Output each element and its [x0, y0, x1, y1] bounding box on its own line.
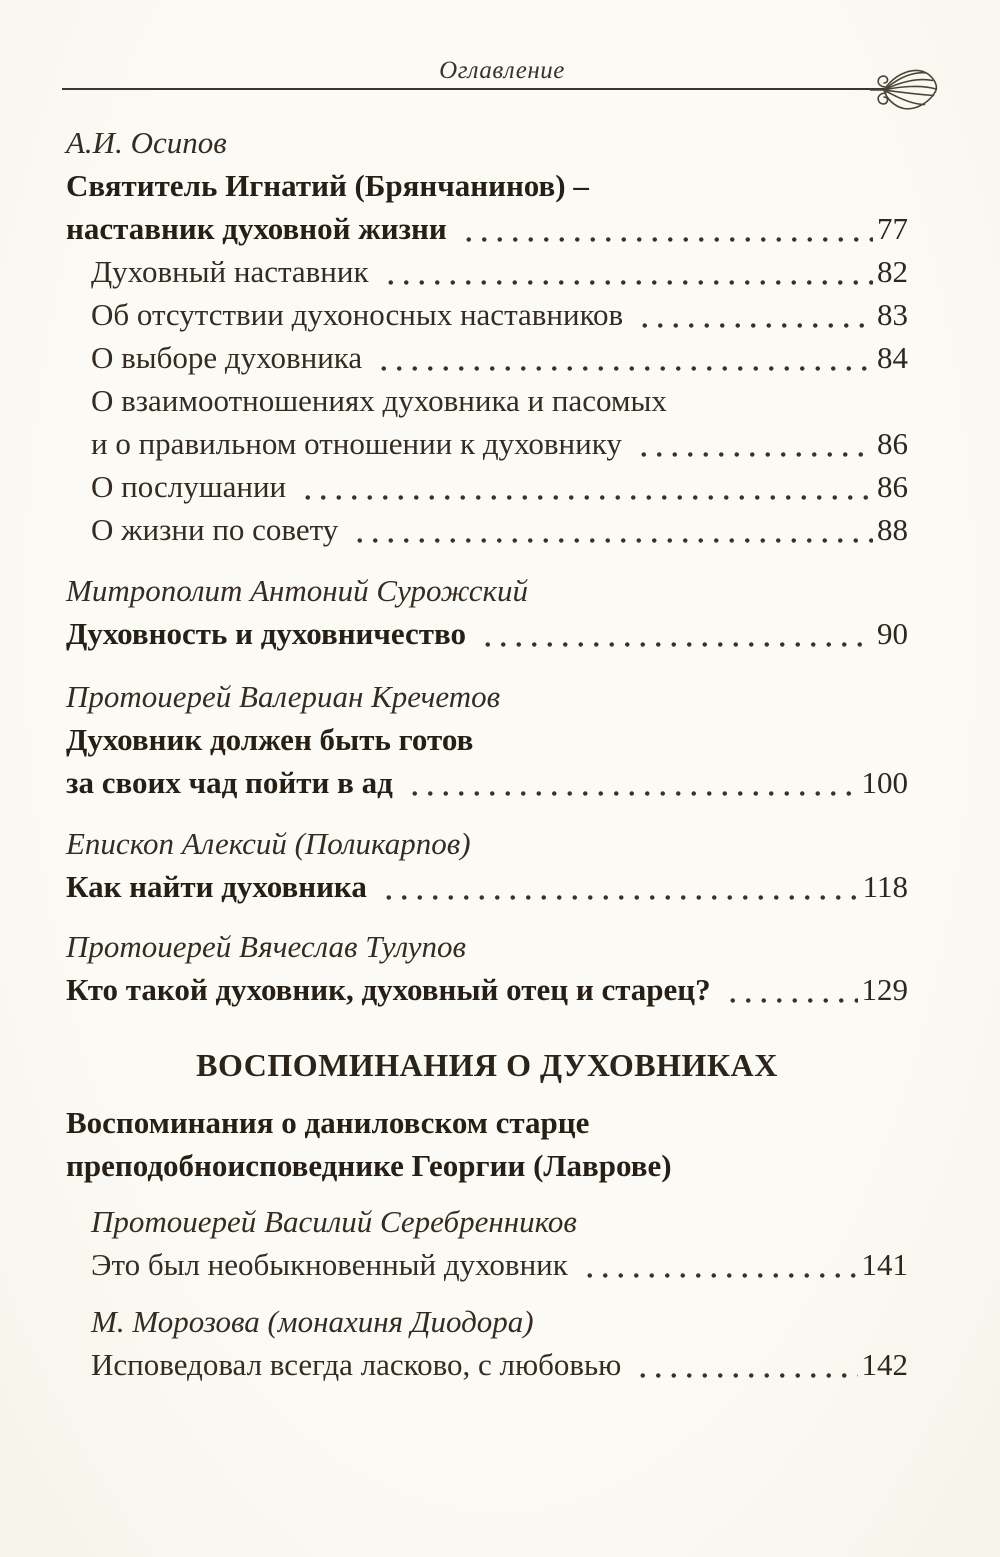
toc-entry-title: Об отсутствии духоносных наставников — [91, 297, 624, 332]
toc-entry — [66, 250, 908, 293]
toc-author-label: М. Морозова (монахиня Диодора) — [91, 1304, 534, 1339]
toc-entry — [66, 465, 908, 508]
toc-author-label: А.И. Осипов — [66, 125, 227, 160]
page-header-title: Оглавление — [439, 57, 565, 84]
toc-page-number: 84 — [877, 340, 908, 375]
toc-entry — [66, 293, 908, 336]
toc-entry — [66, 1101, 908, 1144]
toc-entry — [66, 422, 908, 465]
dot-leader — [457, 207, 873, 250]
toc-entry-author — [66, 822, 908, 865]
toc-entry-title: Кто такой духовник, духовный отец и старец? — [66, 972, 711, 1007]
toc-entry-author — [66, 675, 908, 718]
toc-page-number: 86 — [877, 426, 908, 461]
toc-page-number: 82 — [877, 254, 908, 289]
toc-entry-author — [66, 569, 908, 612]
toc-entry — [66, 508, 908, 551]
toc-entry — [66, 968, 908, 1011]
toc-entry — [66, 718, 908, 761]
toc-entry-title: Как найти духовника — [66, 869, 367, 904]
dot-leader — [379, 250, 873, 293]
toc-entry-title: Духовность и духовничество — [66, 616, 467, 651]
toc-page-number: 86 — [877, 469, 908, 504]
table-of-contents — [66, 121, 908, 1386]
toc-entry — [66, 1343, 908, 1386]
toc-entry-title: О выборе духовника — [91, 340, 363, 375]
toc-page-number: 88 — [877, 512, 908, 547]
toc-entry-author — [66, 121, 908, 164]
toc-author-label: Протоиерей Вячеслав Тулупов — [66, 929, 467, 964]
dot-leader — [632, 422, 873, 465]
dot-leader — [476, 612, 873, 655]
toc-author-label: Протоиерей Валериан Кречетов — [66, 679, 501, 714]
toc-entry-title: Воспоминания о даниловском старце — [66, 1105, 590, 1140]
toc-entry — [66, 761, 908, 804]
page-header — [62, 0, 942, 90]
toc-author-label: Митрополит Антоний Сурожский — [66, 573, 529, 608]
toc-entry — [66, 612, 908, 655]
toc-page-number: 100 — [861, 765, 908, 800]
toc-entry-title: О послушании — [91, 469, 287, 504]
toc-entry-title: преподобноисповеднике Георгии (Лаврове) — [66, 1148, 672, 1183]
toc-page-number: 129 — [861, 972, 908, 1007]
toc-entry — [66, 1144, 908, 1187]
toc-entry-author — [66, 1300, 908, 1343]
toc-page-number: 141 — [861, 1247, 908, 1282]
dot-leader — [296, 465, 873, 508]
dot-leader — [372, 336, 873, 379]
toc-page-number: 90 — [877, 616, 908, 651]
toc-entry — [66, 379, 908, 422]
toc-entry-title: О жизни по совету — [91, 512, 339, 547]
toc-page-number: 142 — [861, 1347, 908, 1382]
dot-leader — [377, 865, 859, 908]
dot-leader — [721, 968, 858, 1011]
toc-page-number: 83 — [877, 297, 908, 332]
toc-entry — [66, 865, 908, 908]
toc-entry-title: Духовник должен быть готов — [66, 722, 474, 757]
toc-entry — [66, 336, 908, 379]
header-rule — [62, 88, 886, 90]
toc-entry — [66, 207, 908, 250]
toc-entry-title: Это был необыкновенный духовник — [91, 1247, 568, 1282]
toc-author-label: Епископ Алексий (Поликарпов) — [66, 826, 471, 861]
toc-page-number: 77 — [877, 211, 908, 246]
toc-entry — [66, 164, 908, 207]
toc-entry — [66, 1243, 908, 1286]
toc-entry-title: Исповедовал всегда ласково, с любовью — [91, 1347, 622, 1382]
dot-leader — [633, 293, 873, 336]
toc-entry-title: за своих чад пойти в ад — [66, 765, 393, 800]
toc-section-heading: ВОСПОМИНАНИЯ О ДУХОВНИКАХ — [196, 1047, 778, 1083]
dot-leader — [403, 761, 858, 804]
dot-leader — [348, 508, 873, 551]
toc-entry-title: Святитель Игнатий (Брянчанинов) – — [66, 168, 589, 203]
toc-page-number: 118 — [862, 869, 908, 904]
toc-entry-title: Духовный наставник — [91, 254, 369, 289]
toc-entry-author — [66, 1200, 908, 1243]
toc-entry-title: и о правильном отношении к духовнику — [91, 426, 622, 461]
toc-entry-author — [66, 925, 908, 968]
toc-entry-title: О взаимоотношениях духовника и пасомых — [91, 383, 667, 418]
toc-entry-title: наставник духовной жизни — [66, 211, 447, 246]
palmette-leaf-icon — [870, 62, 942, 118]
toc-author-label: Протоиерей Василий Серебренников — [91, 1204, 577, 1239]
dot-leader — [578, 1243, 858, 1286]
dot-leader — [631, 1343, 857, 1386]
